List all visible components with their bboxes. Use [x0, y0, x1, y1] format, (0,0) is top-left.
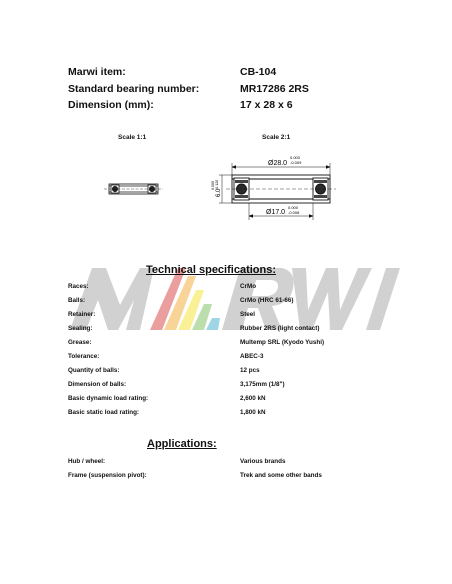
width-tol-upper: 0.000: [211, 181, 215, 190]
spec-value-grease: Multemp SRL (Kyodo Yushi): [240, 339, 325, 346]
scale-left-label: Scale 1:1: [118, 134, 147, 141]
spec-value-ball-dim: 3,175mm (1/8"): [240, 381, 285, 388]
header-label-dimension: Dimension (mm):: [68, 99, 154, 111]
spec-label-dynamic-load: Basic dynamic load rating:: [68, 395, 149, 402]
app-value-frame: Trek and some other bands: [240, 472, 322, 479]
scale-right-label: Scale 2:1: [262, 134, 291, 141]
spec-value-races: CrMo: [240, 283, 257, 290]
outer-diameter-tol-upper: 0.000: [290, 155, 301, 160]
spec-value-static-load: 1,800 kN: [240, 409, 266, 416]
header-label-item: Marwi item:: [68, 66, 126, 78]
watermark-letter-i: [366, 268, 400, 330]
app-label-frame: Frame (suspension pivot):: [68, 472, 147, 479]
specs-title: Technical specifications:: [146, 264, 277, 276]
header-value-dimension: 17 x 28 x 6: [240, 99, 293, 111]
spec-label-ball-qty: Quantity of balls:: [68, 367, 120, 374]
inner-diameter-tol-upper: 0.000: [288, 205, 299, 210]
inner-diameter-tol-lower: -0.008: [288, 210, 300, 215]
outer-diameter-tol-lower: -0.009: [290, 160, 302, 165]
spec-value-retainer: Steel: [240, 311, 256, 318]
spec-label-tolerance: Tolerance:: [68, 353, 100, 360]
applications-title: Applications:: [147, 438, 217, 450]
spec-value-balls: CrMo (HRC 61-66): [240, 297, 294, 304]
spec-value-sealing: Rubber 2RS (light contact): [240, 325, 320, 332]
spec-label-retainer: Retainer:: [68, 311, 96, 318]
spec-label-races: Races:: [68, 283, 89, 290]
spec-label-ball-dim: Dimension of balls:: [68, 381, 127, 388]
spec-label-static-load: Basic static load rating:: [68, 409, 140, 416]
width-value: 6.0: [216, 188, 222, 197]
header-value-bearing: MR17286 2RS: [240, 83, 309, 95]
spec-value-ball-qty: 12 pcs: [240, 367, 260, 374]
outer-diameter-value: Ø28.0: [268, 160, 288, 167]
spec-label-grease: Grease:: [68, 339, 92, 346]
spec-label-balls: Balls:: [68, 297, 86, 304]
app-label-hub: Hub / wheel:: [68, 458, 106, 465]
header-label-bearing: Standard bearing number:: [68, 83, 200, 95]
watermark-stripe-blue: [206, 318, 220, 330]
spec-value-tolerance: ABEC-3: [240, 353, 264, 360]
spec-value-dynamic-load: 2,600 kN: [240, 395, 266, 402]
width-tol-lower: -0.120: [215, 179, 219, 190]
spec-label-sealing: Sealing:: [68, 325, 93, 332]
bearing-drawing: [0, 150, 452, 270]
inner-diameter-value: Ø17.0: [266, 209, 286, 216]
header-value-item: CB-104: [240, 66, 277, 78]
app-value-hub: Various brands: [240, 458, 286, 465]
watermark-letter-w: [292, 268, 372, 330]
